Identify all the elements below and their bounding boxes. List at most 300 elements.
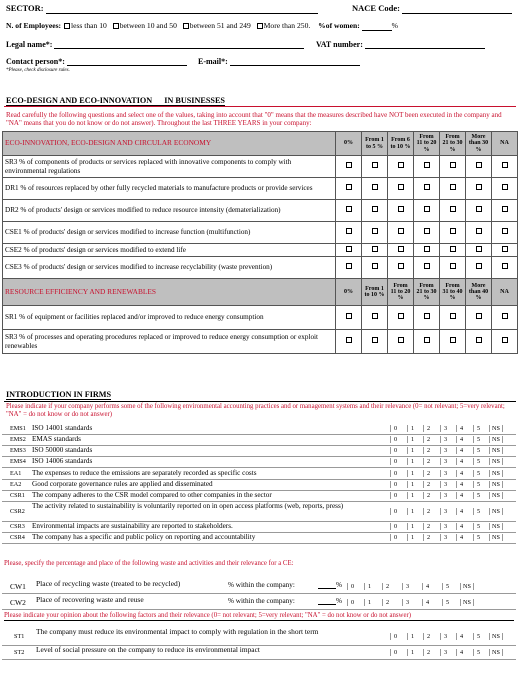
eco-question-row <box>3 306 518 330</box>
eco-question-row <box>3 156 518 178</box>
answer-checkbox[interactable] <box>450 337 456 343</box>
firms-item-row <box>2 596 516 610</box>
answer-checkbox-cell <box>440 178 466 200</box>
answer-checkbox-cell <box>466 178 492 200</box>
eco-question-text: DR1 % of resources replaced by other fully recycled materials to manufacture products or provide services <box>3 178 336 200</box>
answer-checkbox-cell <box>388 244 414 257</box>
nace-field <box>352 4 512 14</box>
scale-option[interactable]: 5 <box>473 470 483 477</box>
women-label: %of women: <box>318 21 360 30</box>
answer-checkbox-cell <box>414 257 440 279</box>
eco-question-text: SR1 % of equipment or facilities replaced and/or improved to reduce energy consumption <box>3 306 336 330</box>
legal-name-field <box>6 40 304 49</box>
answer-checkbox[interactable] <box>346 228 352 234</box>
answer-checkbox[interactable] <box>398 263 404 269</box>
item-text: ISO 14006 standards <box>32 457 93 465</box>
employees-checkbox-3[interactable] <box>183 23 189 29</box>
eco-title-part2: IN BUSINESSES <box>164 96 225 105</box>
vat-input[interactable] <box>365 40 485 49</box>
answer-checkbox[interactable] <box>372 206 378 212</box>
scale-option[interactable]: 5 <box>473 649 483 656</box>
answer-checkbox[interactable] <box>398 337 404 343</box>
answer-checkbox-cell <box>440 244 466 257</box>
scale-option[interactable]: 5 <box>442 583 452 590</box>
nace-label: NACE Code: <box>352 3 400 13</box>
answer-checkbox[interactable] <box>424 246 430 252</box>
eco-col-header: From 11 to 20 % <box>414 132 440 156</box>
answer-checkbox-cell <box>414 222 440 244</box>
eco-col-header: NA <box>492 132 518 156</box>
eco-question-text: CSE2 % of products' design or services modified to extend life <box>3 244 336 257</box>
answer-checkbox[interactable] <box>346 263 352 269</box>
scale-option[interactable]: 1 <box>407 492 417 499</box>
scale-option[interactable]: 3 <box>440 649 450 656</box>
scale-option[interactable]: NS <box>489 633 503 640</box>
answer-checkbox[interactable] <box>424 206 430 212</box>
answer-checkbox-cell <box>466 306 492 330</box>
scale-option[interactable]: 3 <box>440 436 450 443</box>
answer-checkbox-cell <box>362 156 388 178</box>
scale-option[interactable]: 3 <box>402 599 412 606</box>
answer-checkbox-cell <box>336 222 362 244</box>
employees-checkbox-1[interactable] <box>64 23 70 29</box>
scale-option[interactable]: 5 <box>473 534 483 541</box>
answer-checkbox-cell <box>440 306 466 330</box>
answer-checkbox[interactable] <box>372 313 378 319</box>
eco-subheading: ECO-INNOVATION, ECO-DESIGN AND CIRCULAR ECONOMY <box>3 132 336 156</box>
employees-checkbox-2[interactable] <box>113 23 119 29</box>
answer-checkbox[interactable] <box>398 313 404 319</box>
scale-option[interactable]: 4 <box>456 458 466 465</box>
answer-checkbox[interactable] <box>450 206 456 212</box>
answer-checkbox-cell <box>388 330 414 354</box>
scale-option[interactable]: 1 <box>407 534 417 541</box>
scale-option[interactable]: 0 <box>347 583 357 590</box>
scale-option[interactable]: 5 <box>473 447 483 454</box>
item-code: EMS4 <box>10 458 26 465</box>
scale-option[interactable]: 0 <box>390 481 400 488</box>
answer-checkbox-cell <box>336 306 362 330</box>
answer-checkbox[interactable] <box>450 228 456 234</box>
scale-option[interactable]: 0 <box>390 534 400 541</box>
scale-option[interactable]: 5 <box>473 633 483 640</box>
eco-col-header: 0% <box>336 279 362 306</box>
eco-question-text: DR2 % of products' design or services modified to reduce resource intensity (dematerialization) <box>3 200 336 222</box>
scale-option[interactable]: 1 <box>407 436 417 443</box>
answer-checkbox-cell <box>414 156 440 178</box>
answer-checkbox[interactable] <box>424 228 430 234</box>
scale-option[interactable]: 2 <box>423 470 433 477</box>
scale-option[interactable]: 1 <box>407 425 417 432</box>
answer-checkbox[interactable] <box>398 162 404 168</box>
scale-option[interactable]: 5 <box>473 523 483 530</box>
eco-instructions: Read carefully the following questions and select one of the values, taking into account that "0" means that the measures described have NOT been executed in the company and "NA" means that you do not know or do not answer). Throughout the last THREE YEARS in your company: <box>6 111 502 128</box>
scale-option[interactable]: 1 <box>407 649 417 656</box>
vat-field <box>316 40 485 49</box>
answer-checkbox[interactable] <box>502 228 508 234</box>
answer-checkbox[interactable] <box>372 184 378 190</box>
scale-option[interactable]: 4 <box>456 481 466 488</box>
scale-option[interactable]: 4 <box>422 599 432 606</box>
scale-option[interactable]: 2 <box>423 447 433 454</box>
scale-option[interactable]: 2 <box>423 492 433 499</box>
scale-option[interactable]: 2 <box>382 583 392 590</box>
firms-instructions-2: Please, specify the percentage and place of the following waste and activities and their relevance for a CE: <box>4 560 294 567</box>
answer-checkbox[interactable] <box>476 228 482 234</box>
eco-col-header: More than 40 % <box>466 279 492 306</box>
scale-option[interactable]: 4 <box>422 583 432 590</box>
answer-checkbox-cell <box>362 178 388 200</box>
scale-option[interactable]: 4 <box>456 436 466 443</box>
scale-option[interactable]: NS <box>489 649 503 656</box>
employees-checkbox-4[interactable] <box>257 23 263 29</box>
scale-option[interactable]: 2 <box>423 508 433 515</box>
scale-option[interactable]: 0 <box>390 523 400 530</box>
scale-option[interactable]: 0 <box>390 470 400 477</box>
answer-checkbox-cell <box>492 330 518 354</box>
scale-option[interactable]: 1 <box>407 508 417 515</box>
answer-checkbox[interactable] <box>424 313 430 319</box>
scale-option[interactable]: 0 <box>390 447 400 454</box>
eco-question-text: CSE3 % of products' design or services modified to increase recyclability (waste prevention) <box>3 257 336 279</box>
scale-option[interactable]: 2 <box>423 534 433 541</box>
scale-option[interactable]: 5 <box>473 425 483 432</box>
answer-checkbox[interactable] <box>502 263 508 269</box>
answer-checkbox[interactable] <box>346 184 352 190</box>
item-code: EMS2 <box>10 436 26 443</box>
item-text: ISO 50000 standards <box>32 446 93 454</box>
item-code: CW1 <box>10 582 26 591</box>
item-text: ISO 14001 standards <box>32 424 93 432</box>
within-company-pct: % <box>336 597 342 605</box>
eco-col-header: More than 30 % <box>466 132 492 156</box>
eco-col-header: NA <box>492 279 518 306</box>
scale-option[interactable]: 3 <box>440 458 450 465</box>
answer-checkbox[interactable] <box>450 162 456 168</box>
answer-checkbox[interactable] <box>476 162 482 168</box>
email-input[interactable] <box>230 57 360 66</box>
scale-option[interactable]: 0 <box>390 436 400 443</box>
eco-title-part1: ECO-DESIGN AND ECO-INNOVATION <box>6 96 153 105</box>
scale-option[interactable]: 5 <box>473 508 483 515</box>
answer-checkbox-cell <box>362 200 388 222</box>
answer-checkbox[interactable] <box>372 228 378 234</box>
eco-table-header-row <box>3 279 518 306</box>
firms-item-row <box>2 522 516 533</box>
vat-label: VAT number: <box>316 40 363 49</box>
sector-label: SECTOR: <box>6 3 44 13</box>
scale-option[interactable]: 0 <box>390 649 400 656</box>
answer-checkbox[interactable] <box>476 246 482 252</box>
firms-item-row <box>2 446 516 457</box>
scale-option[interactable]: NS <box>489 481 503 488</box>
answer-checkbox-cell <box>414 200 440 222</box>
answer-checkbox[interactable] <box>346 206 352 212</box>
item-code: CW2 <box>10 598 26 607</box>
nace-input[interactable] <box>402 5 512 14</box>
scale-option[interactable]: 0 <box>390 492 400 499</box>
scale-option[interactable]: 5 <box>442 599 452 606</box>
firms-item-row <box>2 533 516 544</box>
answer-checkbox-cell <box>388 222 414 244</box>
item-code: EMS1 <box>10 425 26 432</box>
sector-input[interactable] <box>46 5 318 14</box>
scale-option[interactable]: NS <box>489 425 503 432</box>
answer-checkbox[interactable] <box>476 337 482 343</box>
item-text: The company adheres to the CSR model compared to other companies in the sector <box>32 491 272 499</box>
scale-option[interactable]: 1 <box>407 470 417 477</box>
answer-checkbox-cell <box>414 306 440 330</box>
scale-option[interactable]: NS <box>489 470 503 477</box>
scale-option[interactable]: 4 <box>456 649 466 656</box>
employees-option-1: less than 10 <box>70 21 107 30</box>
firms-item-row <box>2 469 516 480</box>
item-code: EMS3 <box>10 447 26 454</box>
scale-option[interactable]: 3 <box>440 523 450 530</box>
contact-input[interactable] <box>67 57 187 66</box>
eco-question-row <box>3 222 518 244</box>
answer-checkbox-cell <box>388 306 414 330</box>
answer-checkbox-cell <box>388 178 414 200</box>
scale-option[interactable]: 4 <box>456 447 466 454</box>
answer-checkbox[interactable] <box>476 313 482 319</box>
answer-checkbox[interactable] <box>424 184 430 190</box>
eco-col-header: From 31 to 40 % <box>440 279 466 306</box>
answer-checkbox[interactable] <box>476 263 482 269</box>
answer-checkbox[interactable] <box>476 206 482 212</box>
within-company-input[interactable] <box>318 581 336 589</box>
scale-option[interactable]: NS <box>489 523 503 530</box>
scale-option[interactable]: 3 <box>440 633 450 640</box>
answer-checkbox-cell <box>492 257 518 279</box>
women-input[interactable] <box>362 23 392 31</box>
answer-checkbox-cell <box>440 200 466 222</box>
answer-checkbox[interactable] <box>502 162 508 168</box>
scale-option[interactable]: 2 <box>423 523 433 530</box>
item-text: Good corporate governance rules are applied and disseminated <box>32 480 213 488</box>
scale-option[interactable]: NS <box>460 583 474 590</box>
item-code: ST2 <box>14 649 25 656</box>
scale-option[interactable]: 2 <box>423 436 433 443</box>
item-text: The company must reduce its environmental impact to comply with regulation in the short term <box>36 627 319 636</box>
answer-checkbox[interactable] <box>502 246 508 252</box>
within-company-pct: % <box>336 581 342 589</box>
answer-checkbox[interactable] <box>398 184 404 190</box>
answer-checkbox-cell <box>440 257 466 279</box>
answer-checkbox-cell <box>414 330 440 354</box>
answer-checkbox[interactable] <box>346 246 352 252</box>
answer-checkbox[interactable] <box>372 337 378 343</box>
scale-option[interactable]: 1 <box>407 523 417 530</box>
answer-checkbox[interactable] <box>398 206 404 212</box>
firms-item-row <box>2 628 516 646</box>
scale-option[interactable]: 4 <box>456 470 466 477</box>
eco-subheading: RESOURCE EFFICIENCY AND RENEWABLES <box>3 279 336 306</box>
eco-col-header: From 11 to 20 % <box>388 279 414 306</box>
scale-option[interactable]: 4 <box>456 534 466 541</box>
women-pct: % <box>391 21 398 30</box>
eco-col-header: 0% <box>336 132 362 156</box>
scale-option[interactable]: 3 <box>440 534 450 541</box>
disclosure-note: *Please, check disclosure rules. <box>6 68 70 73</box>
scale-option[interactable]: 5 <box>473 458 483 465</box>
item-code: CSR2 <box>10 508 25 515</box>
eco-table <box>2 131 518 354</box>
answer-checkbox[interactable] <box>372 246 378 252</box>
eco-question-row <box>3 178 518 200</box>
answer-checkbox-cell <box>440 330 466 354</box>
scale-option[interactable]: NS <box>489 436 503 443</box>
scale-option[interactable]: NS <box>489 492 503 499</box>
scale-option[interactable]: NS <box>489 447 503 454</box>
answer-checkbox[interactable] <box>398 246 404 252</box>
scale-option[interactable]: 1 <box>407 633 417 640</box>
scale-option[interactable]: 3 <box>440 492 450 499</box>
answer-checkbox[interactable] <box>424 337 430 343</box>
legal-name-input[interactable] <box>54 40 304 49</box>
item-code: CSR4 <box>10 534 25 541</box>
firms-instructions-1: Please indicate if your company performs some of the following environmental accounting practices and or management systems and their relevance (0= not relevant; 5=very relevant; "NA" = do not know or do not answer) <box>6 403 505 418</box>
answer-checkbox-cell <box>362 257 388 279</box>
answer-checkbox-cell <box>336 178 362 200</box>
answer-checkbox[interactable] <box>476 184 482 190</box>
item-code: CSR3 <box>10 523 25 530</box>
scale-option[interactable]: 0 <box>390 425 400 432</box>
scale-option[interactable]: 5 <box>473 492 483 499</box>
scale-option[interactable]: 1 <box>364 583 374 590</box>
scale-option[interactable]: 2 <box>423 649 433 656</box>
scale-option[interactable]: 5 <box>473 436 483 443</box>
within-company-label: % within the company: <box>228 581 295 589</box>
eco-col-header: From 6 to 10 % <box>388 132 414 156</box>
scale-option[interactable]: NS <box>489 508 503 515</box>
answer-checkbox[interactable] <box>450 263 456 269</box>
answer-checkbox-cell <box>388 200 414 222</box>
scale-option[interactable]: 3 <box>440 425 450 432</box>
scale-option[interactable]: 4 <box>456 492 466 499</box>
answer-checkbox[interactable] <box>372 162 378 168</box>
answer-checkbox[interactable] <box>450 184 456 190</box>
scale-option[interactable]: 2 <box>382 599 392 606</box>
eco-question-row <box>3 200 518 222</box>
answer-checkbox-cell <box>362 222 388 244</box>
employees-option-3: between 51 and 249 <box>189 21 251 30</box>
item-text: Place of recycling waste (treated to be recycled) <box>36 579 181 588</box>
answer-checkbox[interactable] <box>502 184 508 190</box>
scale-option[interactable]: 0 <box>390 458 400 465</box>
scale-option[interactable]: NS <box>460 599 474 606</box>
scale-option[interactable]: 1 <box>407 458 417 465</box>
answer-checkbox[interactable] <box>346 337 352 343</box>
scale-option[interactable]: 3 <box>440 508 450 515</box>
scale-option[interactable]: NS <box>489 534 503 541</box>
eco-question-text: SR3 % of processes and operating procedures replaced or improved to reduce energy consumption or exploit renewables <box>3 330 336 354</box>
eco-question-row <box>3 257 518 279</box>
scale-option[interactable]: 0 <box>390 633 400 640</box>
scale-option[interactable]: 2 <box>423 481 433 488</box>
eco-question-text: SR3 % of components of products or services replaced with innovative components to comply with environmental regulations <box>3 156 336 178</box>
answer-checkbox[interactable] <box>502 313 508 319</box>
firms-title-rule <box>4 401 516 402</box>
scale-option[interactable]: NS <box>489 458 503 465</box>
scale-option[interactable]: 2 <box>423 458 433 465</box>
employees-option-4: More than 250. <box>263 21 311 30</box>
sector-field <box>6 4 318 14</box>
answer-checkbox-cell <box>492 222 518 244</box>
scale-option[interactable]: 3 <box>440 470 450 477</box>
item-code: EA2 <box>10 481 22 488</box>
scale-option[interactable]: 3 <box>402 583 412 590</box>
answer-checkbox-cell <box>362 306 388 330</box>
item-text: The company has a specific and public policy on reporting and accountability <box>32 533 256 541</box>
answer-checkbox[interactable] <box>398 228 404 234</box>
within-company-label: % within the company: <box>228 597 295 605</box>
scale-option[interactable]: 1 <box>364 599 374 606</box>
scale-option[interactable]: 3 <box>440 447 450 454</box>
contact-label: Contact person*: <box>6 57 65 66</box>
item-text: EMAS standards <box>32 435 81 443</box>
answer-checkbox[interactable] <box>450 313 456 319</box>
eco-col-header: From 1 to 5 % <box>362 132 388 156</box>
firms-item-row <box>2 646 516 660</box>
firms-item-row <box>2 580 516 594</box>
scale-option[interactable]: 2 <box>423 633 433 640</box>
scale-option[interactable]: 4 <box>456 523 466 530</box>
scale-option[interactable]: 1 <box>407 447 417 454</box>
answer-checkbox-cell <box>466 222 492 244</box>
scale-option[interactable]: 4 <box>456 425 466 432</box>
eco-question-row <box>3 244 518 257</box>
employees-option-2: between 10 and 50 <box>119 21 177 30</box>
item-text: Environmental impacts are sustainability are reported to stakeholders. <box>32 522 233 530</box>
answer-checkbox-cell <box>362 244 388 257</box>
answer-checkbox[interactable] <box>424 162 430 168</box>
scale-option[interactable]: 4 <box>456 633 466 640</box>
answer-checkbox-cell <box>440 156 466 178</box>
legal-name-label: Legal name*: <box>6 40 53 49</box>
within-company-input[interactable] <box>318 597 336 605</box>
answer-checkbox-cell <box>492 178 518 200</box>
answer-checkbox-cell <box>362 330 388 354</box>
item-code: EA1 <box>10 470 22 477</box>
answer-checkbox[interactable] <box>346 313 352 319</box>
answer-checkbox-cell <box>466 200 492 222</box>
answer-checkbox-cell <box>414 178 440 200</box>
firms-item-row <box>2 480 516 491</box>
contact-field <box>6 57 187 66</box>
answer-checkbox[interactable] <box>502 206 508 212</box>
answer-checkbox-cell <box>336 200 362 222</box>
answer-checkbox-cell <box>466 244 492 257</box>
answer-checkbox-cell <box>414 244 440 257</box>
scale-option[interactable]: 1 <box>407 481 417 488</box>
scale-option[interactable]: 2 <box>423 425 433 432</box>
answer-checkbox[interactable] <box>450 246 456 252</box>
answer-checkbox[interactable] <box>502 337 508 343</box>
scale-option[interactable]: 5 <box>473 481 483 488</box>
scale-option[interactable]: 0 <box>347 599 357 606</box>
firms-instructions-3: Please indicate your opinion about the following factors and their relevance (0= not relevant; 5=very relevant; "NA" = do not know or do not answer) <box>4 612 514 621</box>
scale-option[interactable]: 3 <box>440 481 450 488</box>
answer-checkbox[interactable] <box>372 263 378 269</box>
scale-option[interactable]: 0 <box>390 508 400 515</box>
answer-checkbox[interactable] <box>424 263 430 269</box>
scale-option[interactable]: 4 <box>456 508 466 515</box>
answer-checkbox-cell <box>492 156 518 178</box>
answer-checkbox[interactable] <box>346 162 352 168</box>
firms-section-title: INTRODUCTION IN FIRMS <box>6 390 112 399</box>
eco-title-rule <box>4 106 516 107</box>
